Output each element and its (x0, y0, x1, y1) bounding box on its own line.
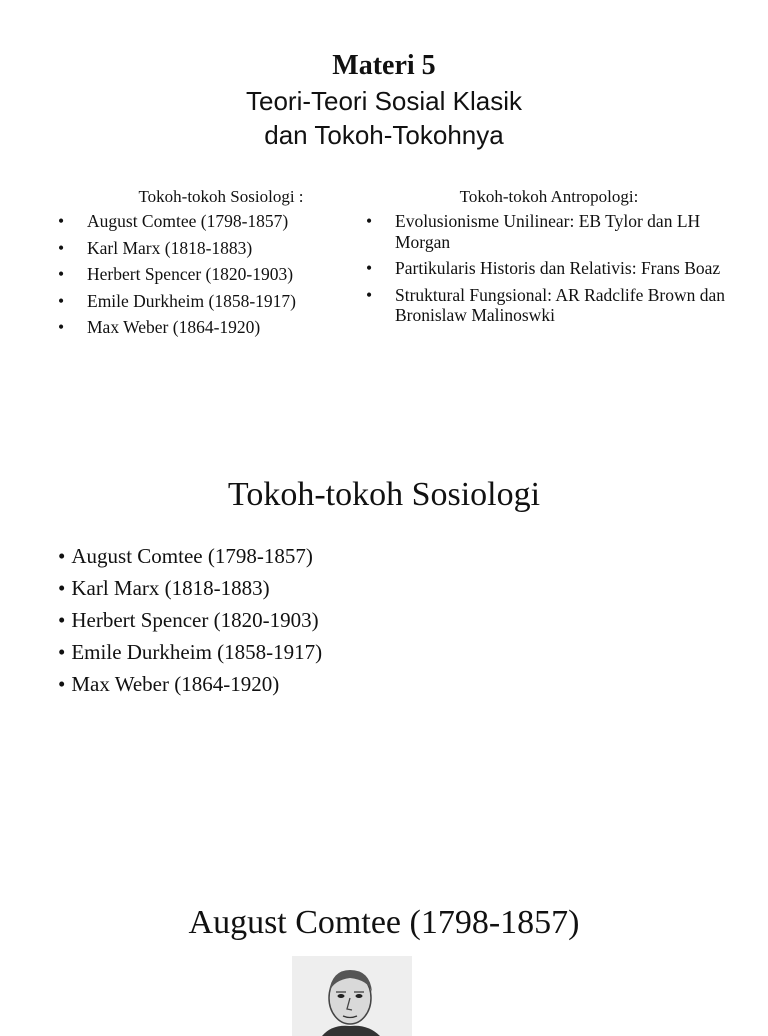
list-item-text: Emile Durkheim (1858-1917) (71, 640, 323, 664)
bullet-icon: • (366, 284, 373, 305)
bullet-icon: • (366, 258, 373, 278)
slide-subtitle-line2: dan Tokoh-Tokohnya (264, 120, 504, 150)
list-item-text: August Comtee (1798-1857) (87, 211, 289, 231)
list-item-text: Max Weber (1864-1920) (71, 672, 280, 696)
list-item (58, 672, 322, 696)
list-item (364, 211, 734, 252)
list-item (58, 544, 322, 568)
slide-title: Materi 5 (332, 50, 436, 81)
list-item (58, 608, 322, 632)
list-item (56, 264, 356, 285)
portrait-photo-icon (292, 956, 412, 1036)
anthropology-heading: Tokoh-tokoh Antropologi: (459, 187, 639, 206)
bullet-icon: • (58, 640, 66, 664)
list-item (56, 238, 356, 259)
slide-subtitle-line1: Teori-Teori Sosial Klasik (246, 86, 522, 116)
list-item-text: Herbert Spencer (1820-1903) (71, 608, 319, 632)
list-item-text: Herbert Spencer (1820-1903) (87, 264, 294, 284)
slide-title: Tokoh-tokoh Sosiologi (227, 476, 541, 513)
list-item (58, 640, 322, 664)
bullet-icon: • (58, 290, 65, 311)
list-item (364, 258, 734, 279)
list-item (364, 285, 734, 326)
bullet-icon: • (58, 576, 66, 600)
bullet-icon: • (58, 317, 65, 337)
sociology-list (56, 211, 356, 338)
bullet-icon: • (58, 544, 66, 568)
sociology-heading: Tokoh-tokoh Sosiologi : (138, 187, 304, 206)
sociology-list (58, 544, 322, 704)
slide-august-comte (0, 890, 768, 1024)
bullet-icon: • (366, 211, 373, 231)
list-item-text: Struktural Fungsional: AR Radclife Brown dan Bronislaw Malinoswki (395, 284, 726, 325)
list-item-text: Karl Marx (1818-1883) (87, 237, 253, 258)
bullet-icon: • (58, 672, 66, 696)
list-item-text: Max Weber (1864-1920) (87, 317, 261, 337)
list-item (56, 211, 356, 232)
slide-title: August Comtee (1798-1857) (188, 904, 580, 941)
list-item-text: Emile Durkheim (1858-1917) (87, 290, 296, 311)
anthropology-list (364, 211, 734, 326)
bullet-icon: • (58, 237, 65, 258)
list-item-text: Partikularis Historis dan Relativis: Frans Boaz (395, 258, 721, 278)
sociology-column (56, 186, 356, 344)
list-item (58, 576, 322, 600)
bullet-icon: • (58, 608, 66, 632)
slide-sociology-figures (0, 460, 768, 780)
list-item-text: Evolusionisme Unilinear: EB Tylor dan LH Morgan (395, 211, 701, 252)
list-item-text: Karl Marx (1818-1883) (71, 576, 270, 600)
slide-materi-5 (0, 0, 768, 400)
bullet-icon: • (58, 211, 65, 231)
list-item (56, 291, 356, 312)
list-item-text: August Comtee (1798-1857) (71, 544, 313, 568)
bullet-icon: • (58, 264, 65, 284)
anthropology-column (364, 186, 734, 332)
list-item (56, 317, 356, 338)
